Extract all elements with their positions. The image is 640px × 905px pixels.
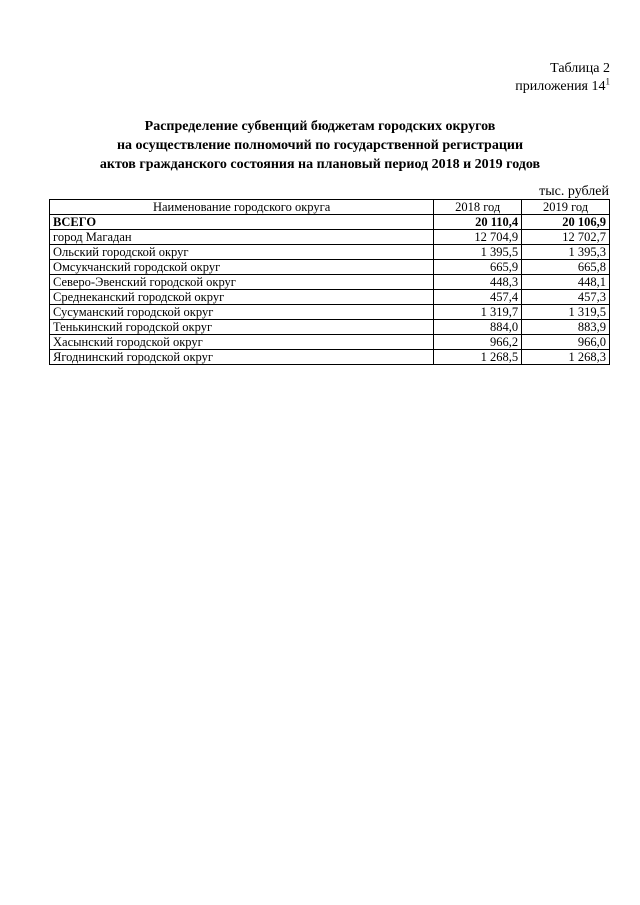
table-row [50, 350, 610, 365]
value-2019-cell: 665,8 [522, 260, 610, 275]
district-name-cell: Тенькинский городской округ [50, 320, 434, 335]
district-name-cell: Северо-Эвенский городской округ [50, 275, 434, 290]
table-header-row [50, 200, 610, 215]
value-2018-cell: 966,2 [434, 335, 522, 350]
table-row [50, 290, 610, 305]
value-2018-cell: 448,3 [434, 275, 522, 290]
value-2018-cell: 665,9 [434, 260, 522, 275]
value-2019-cell: 457,3 [522, 290, 610, 305]
subvention-table [49, 199, 610, 365]
value-2019-cell: 966,0 [522, 335, 610, 350]
title-line-2: на осуществление полномочий по государственной регистрации [116, 138, 524, 153]
value-2018-cell: 457,4 [434, 290, 522, 305]
table-row [50, 335, 610, 350]
value-2018-cell: 1 395,5 [434, 245, 522, 260]
district-name-cell: город Магадан [50, 230, 434, 245]
value-2019-cell: 12 702,7 [522, 230, 610, 245]
title-line-3: актов гражданского состояния на плановый период 2018 и 2019 годов [99, 157, 541, 172]
appendix-text: приложения 14 [515, 79, 606, 94]
district-name-cell: Ольский городской округ [50, 245, 434, 260]
appendix-label [515, 78, 610, 96]
district-name-cell: Омсукчанский городской округ [50, 260, 434, 275]
value-2018-cell: 20 110,4 [434, 215, 522, 230]
table-row-total [50, 215, 610, 230]
document-header [515, 60, 610, 96]
district-name-cell: Сусуманский городской округ [50, 305, 434, 320]
table-body [50, 215, 610, 365]
table-row [50, 320, 610, 335]
value-2019-cell: 1 268,3 [522, 350, 610, 365]
district-name-cell: Хасынский городской округ [50, 335, 434, 350]
table-row [50, 275, 610, 290]
table-number-label: Таблица 2 [550, 61, 610, 76]
value-2019-cell: 1 319,5 [522, 305, 610, 320]
title-line-1: Распределение субвенций бюджетам городских округов [144, 119, 496, 134]
value-2019-cell: 1 395,3 [522, 245, 610, 260]
value-2019-cell: 883,9 [522, 320, 610, 335]
district-name-cell: Среднеканский городской округ [50, 290, 434, 305]
table-row [50, 260, 610, 275]
value-2018-cell: 12 704,9 [434, 230, 522, 245]
document-title [0, 117, 640, 174]
district-name-cell: Ягоднинский городской округ [50, 350, 434, 365]
value-2018-cell: 884,0 [434, 320, 522, 335]
units-label: тыс. рублей [539, 184, 609, 199]
district-name-cell: ВСЕГО [50, 215, 434, 230]
value-2018-cell: 1 319,7 [434, 305, 522, 320]
column-header-2019: 2019 год [522, 200, 610, 215]
value-2019-cell: 20 106,9 [522, 215, 610, 230]
column-header-2018: 2018 год [434, 200, 522, 215]
column-header-name: Наименование городского округа [50, 200, 434, 215]
appendix-superscript: 1 [605, 76, 610, 87]
table-row [50, 245, 610, 260]
value-2019-cell: 448,1 [522, 275, 610, 290]
table-row [50, 230, 610, 245]
value-2018-cell: 1 268,5 [434, 350, 522, 365]
table-row [50, 305, 610, 320]
